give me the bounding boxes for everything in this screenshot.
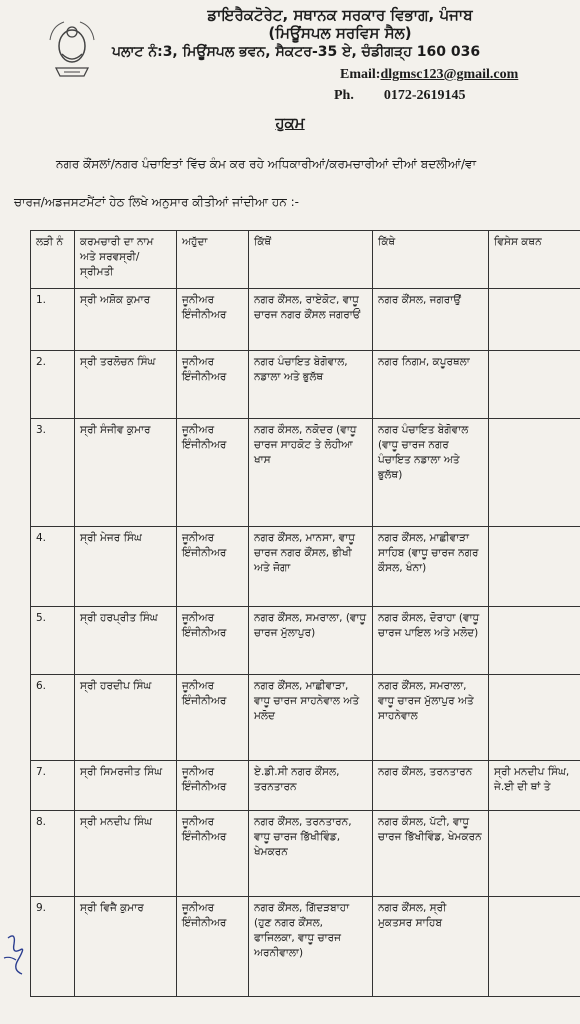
cell-employee-name: ਸ੍ਰੀ ਹਰਪ੍ਰੀਤ ਸਿੰਘ (75, 607, 177, 675)
cell-to: ਨਗਰ ਨਿਗਮ, ਕਪੂਰਥਲਾ (373, 351, 489, 419)
cell-serial: 3. (31, 419, 75, 527)
cell-employee-name: ਸ੍ਰੀ ਮੇਜਰ ਸਿੰਘ (75, 527, 177, 607)
header-serial-no: ਲੜੀ ਨੰ (31, 231, 75, 289)
table-row (31, 761, 580, 811)
cell-designation: ਜੂਨੀਅਰ ਇੰਜੀਨੀਅਰ (177, 527, 249, 607)
cell-remarks: ਸ੍ਰੀ ਮਨਦੀਪ ਸਿੰਘ, ਜੇ.ਈ ਦੀ ਥਾਂ ਤੇ (489, 761, 580, 811)
cell-employee-name: ਸ੍ਰੀ ਸਿਮਰਜੀਤ ਸਿੰਘ (75, 761, 177, 811)
cell-from: ਨਗਰ ਕੌਂਸਲ, ਮਾਨਸਾ, ਵਾਧੂ ਚਾਰਜ ਨਗਰ ਕੌਂਸਲ, ਭੀਖੀ ਅਤੇ ਜੋਗਾ (249, 527, 373, 607)
intro-line-1: ਨਗਰ ਕੌਂਸਲਾਂ/ਨਗਰ ਪੰਚਾਇਤਾਂ ਵਿੱਚ ਕੰਮ ਕਰ ਰਹੇ ਅਧਿਕਾਰੀਆਂ/ਕਰਮਚਾਰੀਆਂ ਦੀਆਂ ਬਦਲੀਆਂ/ਵਾ (56, 157, 476, 171)
cell-remarks (489, 675, 580, 761)
cell-to: ਨਗਰ ਕੌਂਸਲ, ਮਾਛੀਵਾੜਾ ਸਾਹਿਬ (ਵਾਧੂ ਚਾਰਜ ਨਗਰ ਕੌਸਲ, ਖੰਨਾ) (373, 527, 489, 607)
cell-employee-name: ਸ੍ਰੀ ਤਰਲੋਚਨ ਸਿੰਘ (75, 351, 177, 419)
department-name: ਡਾਇਰੈਕਟੋਰੇਟ, ਸਥਾਨਕ ਸਰਕਾਰ ਵਿਭਾਗ, ਪੰਜਾਬ (207, 6, 473, 24)
cell-serial: 6. (31, 675, 75, 761)
cell-remarks (489, 897, 580, 997)
cell-designation: ਜੂਨੀਅਰ ਇੰਜੀਨੀਅਰ (177, 897, 249, 997)
cell-employee-name: ਸ੍ਰੀ ਅਸ਼ੋਕ ਕੁਮਾਰ (75, 289, 177, 351)
cell-serial: 1. (31, 289, 75, 351)
cell-serial: 9. (31, 897, 75, 997)
cell-designation: ਜੂਨੀਅਰ ਇੰਜੀਨੀਅਰ (177, 675, 249, 761)
table-row (31, 897, 580, 997)
email-address: dlgmsc123@gmail.com (380, 67, 519, 82)
email-label: Email: (340, 67, 381, 82)
cell-from: ਨਗਰ ਕੌਂਸਲ, ਗਿੱਦੜਬਾਹਾ (ਹੁਣ ਨਗਰ ਕੌਂਸਲ, ਫਾਜਿਲਕਾ, ਵਾਧੂ ਚਾਰਜ ਅਰਨੀਵਾਲਾ) (249, 897, 373, 997)
cell-from: ਨਗਰ ਕੌਂਸਲ, ਤਰਨਤਾਰਨ, ਵਾਧੂ ਚਾਰਜ ਭਿੱਖੀਵਿੰਡ, ਖੇਮਕਰਨ (249, 811, 373, 897)
cell-to: ਨਗਰ ਕੌਸਲ, ਪੱਟੀ, ਵਾਧੂ ਚਾਰਜ ਭਿੱਖੀਵਿੰਡ, ਖੇਮਕਰਨ (373, 811, 489, 897)
table-row (31, 607, 580, 675)
cell-designation: ਜੂਨੀਅਰ ਇੰਜੀਨੀਅਰ (177, 761, 249, 811)
cell-designation: ਜੂਨੀਅਰ ਇੰਜੀਨੀਅਰ (177, 351, 249, 419)
cell-serial: 2. (31, 351, 75, 419)
cell-designation: ਜੂਨੀਅਰ ਇੰਜੀਨੀਅਰ (177, 289, 249, 351)
transfer-table (30, 230, 580, 997)
cell-employee-name: ਸ੍ਰੀ ਸੰਜੀਵ ਕੁਮਾਰ (75, 419, 177, 527)
cell-serial: 7. (31, 761, 75, 811)
cell-to: ਨਗਰ ਕੌਂਸਲ, ਜਗਰਾਉਂ (373, 289, 489, 351)
cell-remarks (489, 289, 580, 351)
government-emblem-icon (42, 18, 102, 86)
intro-line-2: ਚਾਰਜ/ਅਡਜਸਟਮੈਂਟਾਂ ਹੇਠ ਲਿਖੇ ਅਨੁਸਾਰ ਕੀਤੀਆਂ ਜਾਂਦੀਆ ਹਨ :- (14, 195, 299, 209)
cell-from: ਏ.ਡੀ.ਸੀ ਨਗਰ ਕੌਂਸਲ, ਤਰਨਤਾਰਨ (249, 761, 373, 811)
cell-remarks (489, 527, 580, 607)
cell-serial: 8. (31, 811, 75, 897)
cell-remarks (489, 351, 580, 419)
cell-from: ਨਗਰ ਕੌਂਸਲ, ਮਾਛੀਵਾੜਾ, ਵਾਧੂ ਚਾਰਜ ਸਾਹਨੇਵਾਲ ਅਤੇ ਮਲੋਦ (249, 675, 373, 761)
phone-line (334, 88, 466, 104)
cell-employee-name: ਸ੍ਰੀ ਮਨਦੀਪ ਸਿੰਘ (75, 811, 177, 897)
cell-from: ਨਗਰ ਕੌਂਸਲ, ਰਾਏਕੋਟ, ਵਾਧੂ ਚਾਰਜ ਨਗਰ ਕੌਂਸਲ ਜਗਰਾਓਂ (249, 289, 373, 351)
header-remarks: ਵਿਸੇਸ ਕਥਨ (489, 231, 580, 289)
cell-to: ਨਗਰ ਪੰਚਾਇਤ ਬੇਗੋਵਾਲ (ਵਾਧੂ ਚਾਰਜ ਨਗਰ ਪੰਚਾਇਤ ਨਡਾਲਾ ਅਤੇ ਭੁਲੱਥ) (373, 419, 489, 527)
cell-remarks (489, 607, 580, 675)
table-row (31, 419, 580, 527)
cell-designation: ਜੂਨੀਅਰ ਇੰਜੀਨੀਅਰ (177, 811, 249, 897)
table-row (31, 811, 580, 897)
table-row (31, 675, 580, 761)
table-header-row (31, 231, 580, 289)
cell-remarks (489, 419, 580, 527)
cell-remarks (489, 811, 580, 897)
cell-employee-name: ਸ੍ਰੀ ਵਿਜੈ ਕੁਮਾਰ (75, 897, 177, 997)
header-designation: ਅਹੁੱਦਾ (177, 231, 249, 289)
table-row (31, 351, 580, 419)
cell-from: ਨਗਰ ਕੌਸਲ, ਨਕੋਦਰ (ਵਾਧੂ ਚਾਰਜ ਸਾਹਕੋਟ ਤੇ ਲੋਹੀਆ ਖਾਸ (249, 419, 373, 527)
handwritten-signature-mark (2, 930, 30, 980)
header-employee-name: ਕਰਮਚਾਰੀ ਦਾ ਨਾਮ ਅਤੇ ਸਰਵਸ੍ਰੀ/ਸ੍ਰੀਮਤੀ (75, 231, 177, 289)
table-row (31, 289, 580, 351)
cell-name: (ਮਿਊਂਸਪਲ ਸਰਵਿਸ ਸੈਲ) (268, 24, 412, 42)
cell-to: ਨਗਰ ਕੌਂਸਲ, ਤਰਨਤਾਰਨ (373, 761, 489, 811)
cell-from: ਨਗਰ ਕੌਂਸਲ, ਸਮਰਾਲਾ, (ਵਾਧੂ ਚਾਰਜ ਮੁੱਲਾਪੁਰ) (249, 607, 373, 675)
email-line (340, 67, 518, 83)
cell-to: ਨਗਰ ਕੌਂਸਲ, ਸ੍ਰੀ ਮੁਕਤਸਰ ਸਾਹਿਬ (373, 897, 489, 997)
cell-designation: ਜੂਨੀਅਰ ਇੰਜੀਨੀਅਰ (177, 607, 249, 675)
office-address: ਪਲਾਟ ਨੰ:3, ਮਿਊਂਸਪਲ ਭਵਨ, ਸੈਕਟਰ-35 ਏ, ਚੰਡੀਗੜ੍ਹ 160 036 (112, 44, 481, 60)
order-title: ਹੁਕਮ (275, 114, 305, 132)
cell-from: ਨਗਰ ਪੰਚਾਇਤ ਬੇਗੋਵਾਲ, ਨਡਾਲਾ ਅਤੇ ਭੁਲੱਥ (249, 351, 373, 419)
cell-to: ਨਗਰ ਕੌਂਸਲ, ਸਮਰਾਲਾ, ਵਾਧੂ ਚਾਰਜ ਮੁੱਲਾਪੁਰ ਅਤੇ ਸਾਹਨੇਵਾਲ (373, 675, 489, 761)
phone-label: Ph. (334, 88, 354, 103)
cell-serial: 4. (31, 527, 75, 607)
table-row (31, 527, 580, 607)
header-to: ਕਿੱਥੇ (373, 231, 489, 289)
cell-designation: ਜੂਨੀਅਰ ਇੰਜੀਨੀਅਰ (177, 419, 249, 527)
cell-to: ਨਗਰ ਕੌਸਲ, ਦੋਰਾਹਾ (ਵਾਧੂ ਚਾਰਜ ਪਾਇਲ ਅਤੇ ਮਲੋਦ) (373, 607, 489, 675)
phone-number: 0172-2619145 (383, 88, 466, 103)
header-from: ਕਿੱਥੋਂ (249, 231, 373, 289)
cell-employee-name: ਸ੍ਰੀ ਹਰਦੀਪ ਸਿੰਘ (75, 675, 177, 761)
cell-serial: 5. (31, 607, 75, 675)
